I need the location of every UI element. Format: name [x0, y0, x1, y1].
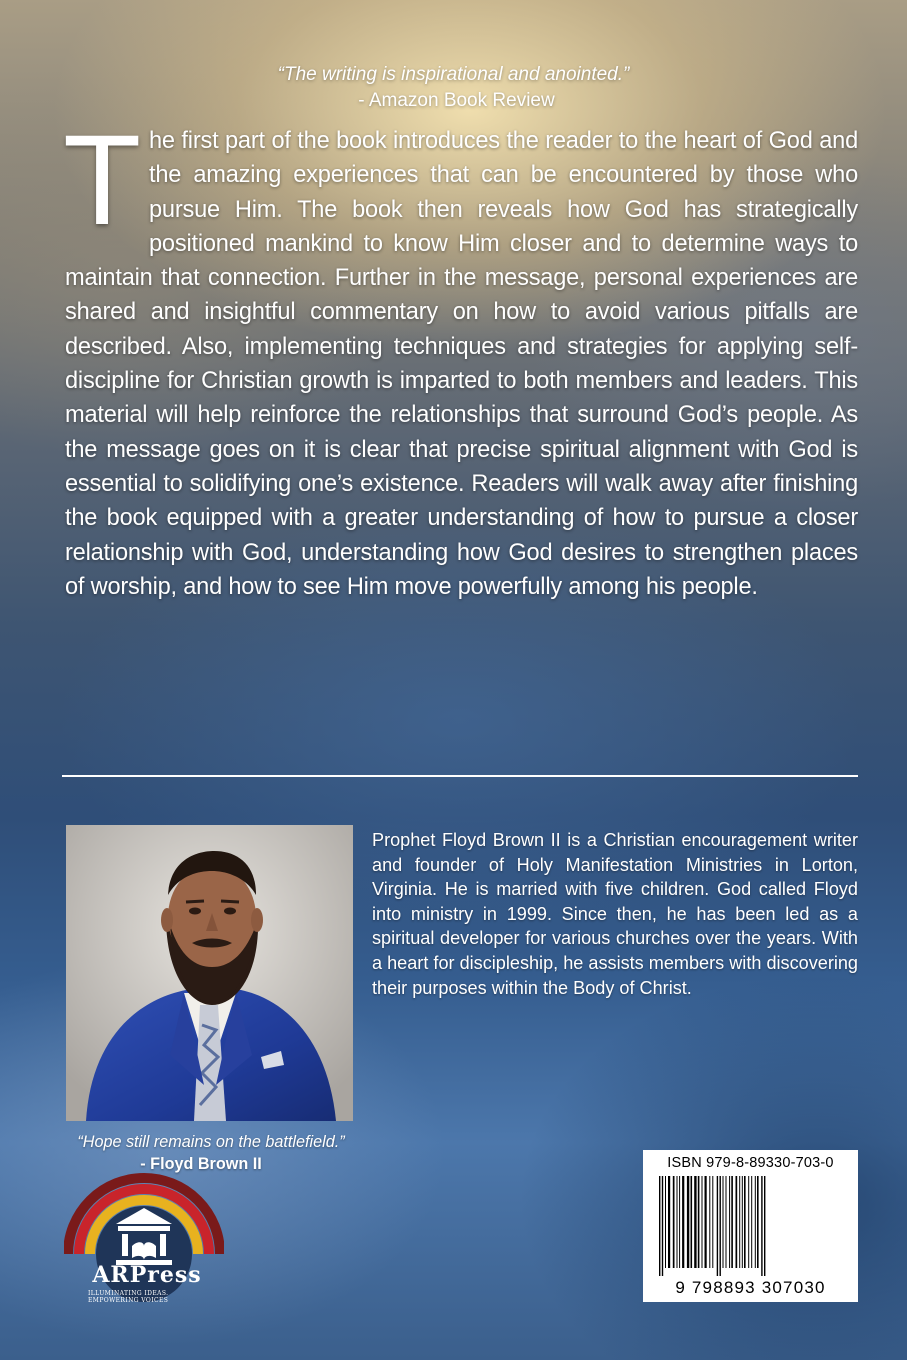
- author-bio: Prophet Floyd Brown II is a Christian encouragement writer and founder of Holy Manifestation Ministries in Lorton, Virginia. He is married with five children. God called Floyd into ministry in 1999. Since then, he has been led as a spiritual developer for various churches over the years. With a heart for discipleship, he assists members with discovering their purposes within the Body of Christ.: [372, 830, 858, 998]
- publisher-tagline-line-2: EMPOWERING VOICES: [88, 1297, 169, 1304]
- isbn-label: ISBN 979-8-89330-703-0: [667, 1155, 834, 1171]
- barcode-bar: [705, 1176, 707, 1268]
- barcode-bar: [742, 1176, 743, 1268]
- barcode-bar: [709, 1176, 710, 1268]
- author-photo: [66, 825, 353, 1121]
- barcode-bar: [659, 1176, 660, 1276]
- barcode-bar: [679, 1176, 680, 1268]
- barcode-bar: [691, 1176, 693, 1268]
- barcode-digits: 9 798893 307030: [675, 1278, 826, 1297]
- book-description: [63, 109, 858, 604]
- barcode-bars: [657, 1176, 845, 1276]
- barcode-bar: [698, 1176, 700, 1268]
- barcode-bar: [736, 1176, 738, 1268]
- barcode-bar: [748, 1176, 749, 1268]
- review-quote-text: “The writing is inspirational and anointed.”: [277, 64, 630, 85]
- barcode-bar: [682, 1176, 684, 1268]
- author-portrait-illustration: [66, 825, 353, 1121]
- barcode-bar: [712, 1176, 713, 1268]
- barcode-bar: [702, 1176, 703, 1268]
- top-review-quote: [0, 62, 907, 114]
- barcode-bar: [731, 1176, 733, 1268]
- barcode-bar: [726, 1176, 727, 1268]
- publisher-tagline: [88, 1290, 208, 1304]
- barcode-bar: [717, 1176, 718, 1276]
- author-quote-attribution: - Floyd Brown II: [140, 1155, 262, 1173]
- barcode-bar: [673, 1176, 675, 1268]
- barcode-bar: [720, 1176, 721, 1276]
- barcode-bar: [677, 1176, 678, 1268]
- isbn-barcode: [643, 1150, 858, 1302]
- description-text: he first part of the book introduces the reader to the heart of God and the amazing experiences that can be encountered by those who pursue Him. The book then reveals how God has strategically positioned mankind to know Him closer and to determine ways to maintain that connection. Further in the message, personal experiences are shared and insightful commentary on how to avoid various pitfalls are described. Also, implementing techniques and strategies for applying self-discipline for Christian growth is imparted to both members and leaders. This material will help reinforce the relationships that surround God’s people. As the message goes on it is clear that precise spiritual alignment with God is essential to solidifying one’s existence. Readers will walk away after finishing the book equipped with a greater understanding of how to pursue a closer relationship with God, understanding how God desires to strengthen places of worship, and how to see Him move powerfully among his people.: [65, 128, 858, 600]
- barcode-bar: [751, 1176, 752, 1268]
- author-quote-text: “Hope still remains on the battlefield.”: [77, 1133, 345, 1151]
- barcode-bar: [764, 1176, 765, 1276]
- barcode-bar: [723, 1176, 724, 1268]
- drop-cap-letter: T: [63, 109, 141, 252]
- barcode-bar: [744, 1176, 746, 1268]
- barcode-bar: [761, 1176, 762, 1276]
- barcode-bar: [757, 1176, 759, 1268]
- barcode-bar: [668, 1176, 670, 1268]
- section-divider: [62, 775, 858, 777]
- publisher-tagline-line-1: ILLUMINATING IDEAS.: [88, 1290, 169, 1297]
- barcode-bar: [739, 1176, 740, 1268]
- barcode-bar: [687, 1176, 689, 1268]
- review-quote-attribution: - Amazon Book Review: [358, 90, 555, 111]
- barcode-bar: [694, 1176, 696, 1268]
- barcode-bar: [665, 1176, 666, 1268]
- barcode-bar: [729, 1176, 730, 1268]
- barcode-bar: [755, 1176, 756, 1268]
- barcode-bar: [662, 1176, 663, 1276]
- publisher-name: ARPress: [92, 1262, 202, 1288]
